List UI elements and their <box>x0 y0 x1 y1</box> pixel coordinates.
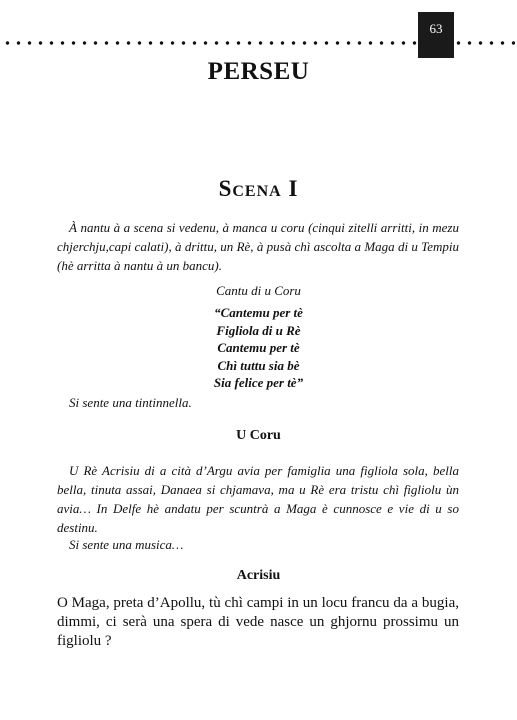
speaker-name: Acrisiu <box>236 568 281 583</box>
song-line: Chì tuttu sia bè <box>217 357 300 373</box>
chorus-paragraph: U Rè Acrisiu di a cità d’Argu avia per famiglia una figliola sola, bella bella, tinuta assai, Danaea si chjamava, ma u Rè era tristu chì figliolu ùn avia… In Delfe hè andatu per scuntrà a Maga è cunnosce e vie di u so destinu. <box>57 463 459 535</box>
song-line: Sia felice per tè” <box>213 375 304 390</box>
speaker-name: U Coru <box>236 428 281 443</box>
scene-title: Scena I <box>218 176 299 201</box>
page-title: PERSEU <box>207 58 310 85</box>
acrisiu-speech: O Maga, preta d’Apollu, tù chì campi in un locu francu da a bugia, dimmi, ci serà una spera di vede nasce un ghjornu prossimu un figliolu ? <box>57 595 459 649</box>
song-lyrics <box>0 304 517 392</box>
intro-paragraph: À nantu à a scena si vedenu, à manca u coru (cinqui zitelli arritti, in mezu chjerchju,capi calati), à drittu, un Rè, à pusà chì ascolta a Maga di u Tempiu (hè arritta à nantu à un bancu). <box>57 220 459 273</box>
song-label: Cantu di u Coru <box>216 283 301 298</box>
song-line: “Cantemu per tè <box>214 305 303 320</box>
stage-direction: Si sente una musica… <box>69 537 184 552</box>
song-line: Cantemu per tè <box>217 340 300 355</box>
page-number: 63 <box>418 12 454 58</box>
song-line: Figliola di u Rè <box>216 322 301 338</box>
stage-direction: Si sente una tintinnella. <box>69 395 192 410</box>
